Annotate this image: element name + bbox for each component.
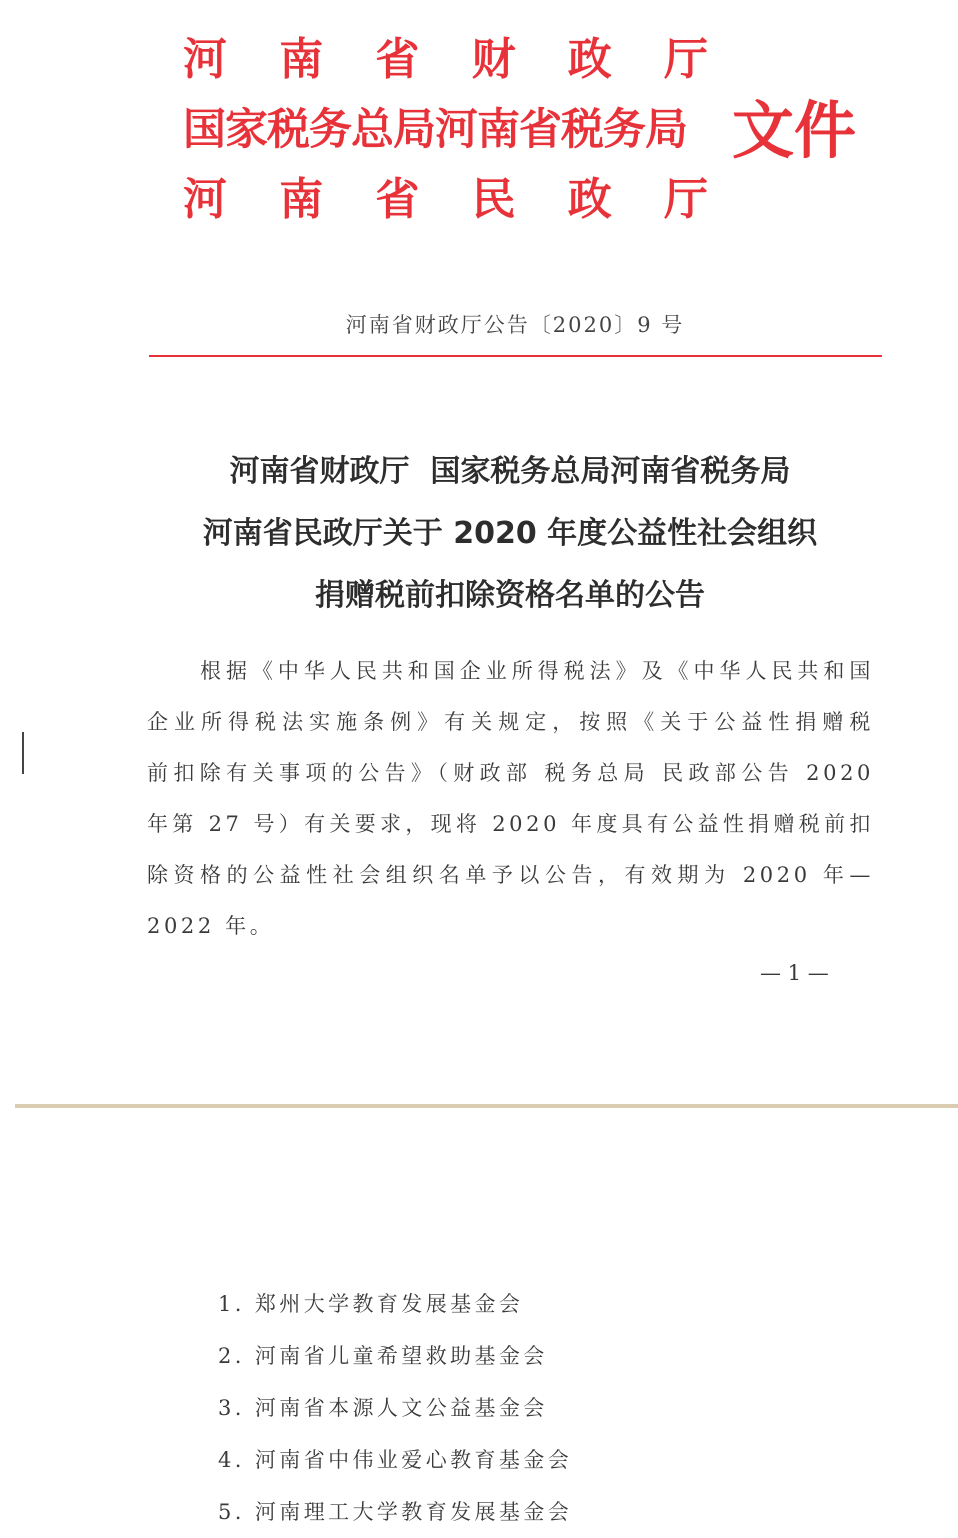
document-title-line-1: 河南省财政厅 国家税务总局河南省税务局 xyxy=(229,454,791,489)
organization-list-item: 4. 河南省中伟业爱心教育基金会 xyxy=(218,1448,573,1472)
document-number: 河南省财政厅公告〔2020〕9 号 xyxy=(345,313,685,337)
header-issuer-finance xyxy=(183,32,708,88)
header-char: 南 xyxy=(279,174,324,225)
page-number: — 1 — xyxy=(760,961,829,985)
header-char: 河 xyxy=(183,174,227,225)
document-title-line-2: 河南省民政厅关于 2020 年度公益性社会组织 xyxy=(202,516,818,551)
page-separator xyxy=(15,1104,958,1108)
header-char: 财 xyxy=(471,34,516,85)
organization-list-item: 2. 河南省儿童希望救助基金会 xyxy=(218,1344,548,1368)
organization-list-item: 1. 郑州大学教育发展基金会 xyxy=(218,1292,524,1316)
body-text-line: 前扣除有关事项的公告》（财政部 税务总局 民政部公告 2020 xyxy=(147,761,874,785)
document-title-line-3: 捐赠税前扣除资格名单的公告 xyxy=(315,578,705,613)
header-document-suffix: 文件 xyxy=(732,94,857,167)
header-issuer-tax: 国家税务总局河南省税务局 xyxy=(183,105,687,155)
header-char: 政 xyxy=(567,34,612,85)
body-text-line: 企业所得税法实施条例》有关规定，按照《关于公益性捐赠税 xyxy=(147,710,874,734)
body-text-line: 年第 27 号）有关要求，现将 2020 年度具有公益性捐赠税前扣 xyxy=(147,812,874,836)
organization-list-item: 5. 河南理工大学教育发展基金会 xyxy=(218,1500,573,1524)
header-char: 省 xyxy=(375,34,420,85)
header-issuer-civil-affairs xyxy=(183,172,708,228)
scan-mark xyxy=(22,732,24,774)
header-char: 省 xyxy=(375,174,420,225)
header-char: 厅 xyxy=(663,174,708,225)
red-divider xyxy=(149,355,882,357)
header-char: 民 xyxy=(471,174,516,225)
body-text-line: 2022 年。 xyxy=(147,914,275,938)
body-text-line: 根据《中华人民共和国企业所得税法》及《中华人民共和国 xyxy=(200,659,874,683)
organization-list-item: 3. 河南省本源人文公益基金会 xyxy=(218,1396,548,1420)
body-text-line: 除资格的公益性社会组织名单予以公告，有效期为 2020 年— xyxy=(147,863,874,887)
organization-list xyxy=(218,1278,572,1538)
header-char: 厅 xyxy=(663,34,708,85)
header-char: 南 xyxy=(279,34,324,85)
header-char: 政 xyxy=(567,174,612,225)
header-char: 河 xyxy=(183,34,227,85)
